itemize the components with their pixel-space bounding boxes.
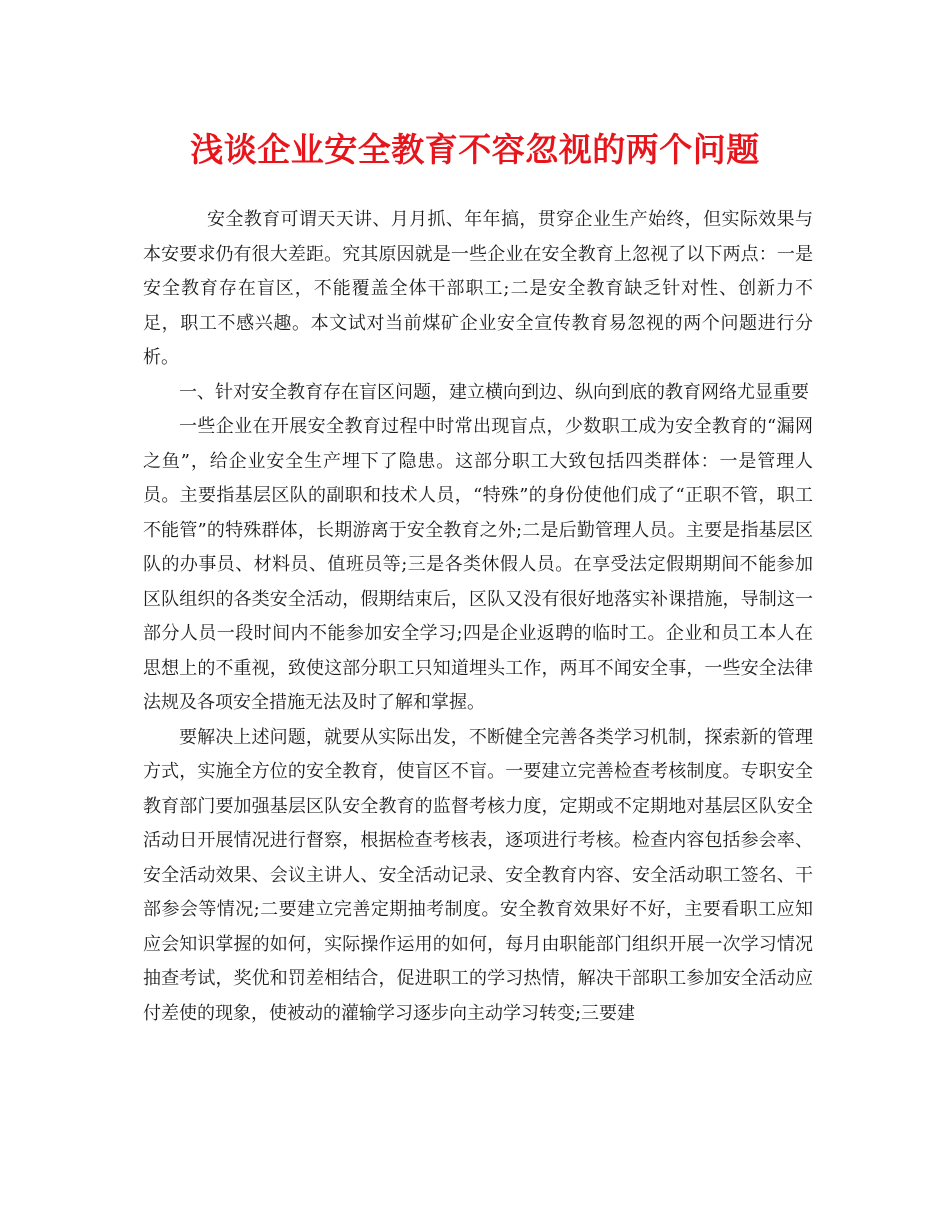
document-body [143, 203, 813, 1031]
paragraph-blind-spots: 一些企业在开展安全教育过程中时常出现盲点，少数职工成为安全教育的“漏网之鱼”，给企业安全生产埋下了隐患。这部分职工大致包括四类群体：一是管理人员。主要指基层区队的副职和技术人员，“特殊”的身份使他们成了“正职不管，职工不能管”的特殊群体，长期游离于安全教育之外;二是后勤管理人员。主要是指基层区队的办事员、材料员、值班员等;三是各类休假人员。在享受法定假期期间不能参加区队组织的各类安全活动，假期结束后，区队又没有很好地落实补课措施，导制这一部分人员一段时间内不能参加安全学习;四是企业返聘的临时工。企业和员工本人在思想上的不重视，致使这部分职工只知道埋头工作，两耳不闻安全事，一些安全法律法规及各项安全措施无法及时了解和掌握。 [143, 416, 813, 713]
paragraph-intro: 安全教育可谓天天讲、月月抓、年年搞，贯穿企业生产始终，但实际效果与本安要求仍有很大差距。究其原因就是一些企业在安全教育上忽视了以下两点：一是安全教育存在盲区，不能覆盖全体干部职工;二是安全教育缺乏针对性、创新力不足，职工不感兴趣。本文试对当前煤矿企业安全宣传教育易忽视的两个问题进行分析。 [143, 209, 813, 368]
paragraph-solutions: 要解决上述问题，就要从实际出发，不断健全完善各类学习机制，探索新的管理方式，实施全方位的安全教育，使盲区不盲。一要建立完善检查考核制度。专职安全教育部门要加强基层区队安全教育的监督考核力度，定期或不定期地对基层区队安全活动日开展情况进行督察，根据检查考核表，逐项进行考核。检查内容包括参会率、安全活动效果、会议主讲人、安全活动记录、安全教育内容、安全活动职工签名、干部参会等情况;二要建立完善定期抽考制度。安全教育效果好不好，主要看职工应知应会知识掌握的如何，实际操作运用的如何，每月由职能部门组织开展一次学习情况抽查考试，奖优和罚差相结合，促进职工的学习热情，解决干部职工参加安全活动应付差使的现象，使被动的灌输学习逐步向主动学习转变;三要建 [143, 726, 813, 1024]
section-heading-1: 一、针对安全教育存在盲区问题，建立横向到边、纵向到底的教育网络尤显重要 [179, 381, 809, 403]
document-title: 浅谈企业安全教育不容忽视的两个问题 [190, 130, 760, 169]
